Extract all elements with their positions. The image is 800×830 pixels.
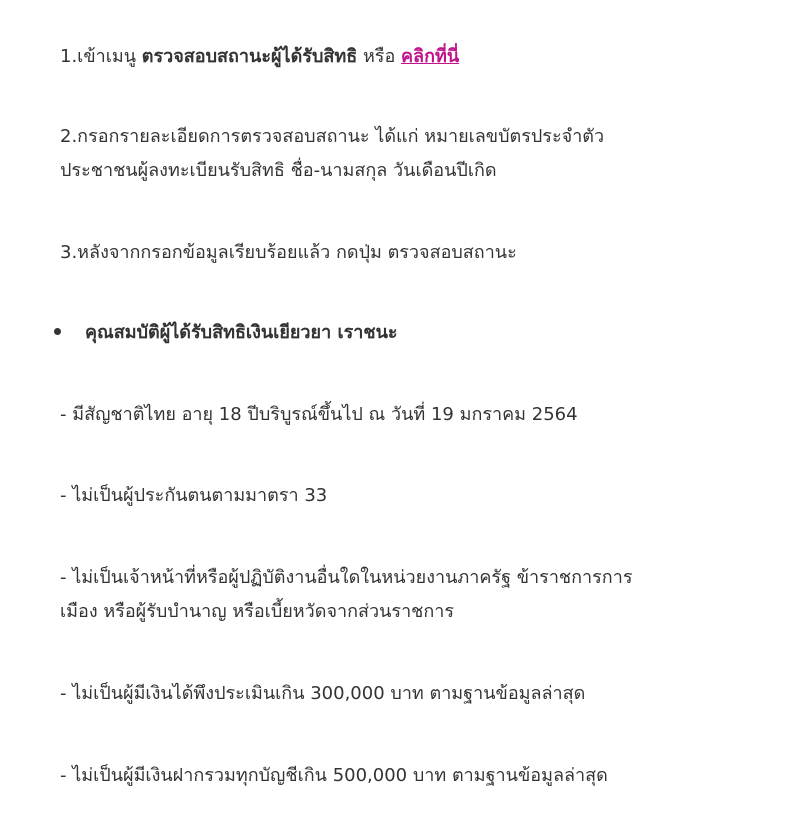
qualification-item-4: - ไม่เป็นผู้มีเงินได้พึงประเมินเกิน 300,000 บาท ตามฐานข้อมูลล่าสุด	[60, 683, 586, 704]
step-2-line-2: ประชาชนผู้ลงทะเบียนรับสิทธิ ชื่อ-นามสกุล วันเดือนปีเกิด	[60, 160, 497, 181]
qualification-item-5: - ไม่เป็นผู้มีเงินฝากรวมทุกบัญชีเกิน 500,000 บาท ตามฐานข้อมูลล่าสุด	[60, 765, 608, 786]
step-2	[60, 120, 750, 188]
qualification-item-3	[60, 561, 750, 629]
qualification-item-1: - มีสัญชาติไทย อายุ 18 ปีบริบูรณ์ขึ้นไป ณ วันที่ 19 มกราคม 2564	[60, 404, 578, 425]
step-2-line-1: 2.กรอกรายละเอียดการตรวจสอบสถานะ ได้แก่ หมายเลขบัตรประจำตัว	[60, 126, 605, 147]
qualifications-heading-row	[54, 316, 754, 350]
bullet-icon	[54, 328, 61, 335]
step-1-or: หรือ	[357, 46, 402, 67]
step-1-prefix: 1.เข้าเมนู	[60, 46, 142, 67]
qualification-item-3-line-2: เมือง หรือผู้รับบำนาญ หรือเบี้ยหวัดจากส่วนราชการ	[60, 601, 455, 622]
step-1	[60, 40, 750, 74]
step-3: 3.หลังจากกรอกข้อมูลเรียบร้อยแล้ว กดปุ่ม ตรวจสอบสถานะ	[60, 242, 517, 263]
step-1-menu-name: ตรวจสอบสถานะผู้ได้รับสิทธิ	[141, 46, 358, 67]
click-here-link[interactable]: คลิกที่นี่	[401, 46, 460, 67]
qualifications-heading: คุณสมบัติผู้ได้รับสิทธิเงินเยียวยา เราชนะ	[85, 322, 398, 343]
qualification-item-3-line-1: - ไม่เป็นเจ้าหน้าที่หรือผู้ปฏิบัติงานอื่นใดในหน่วยงานภาครัฐ ข้าราชการการ	[60, 567, 633, 588]
qualification-item-2: - ไม่เป็นผู้ประกันตนตามมาตรา 33	[60, 485, 328, 506]
